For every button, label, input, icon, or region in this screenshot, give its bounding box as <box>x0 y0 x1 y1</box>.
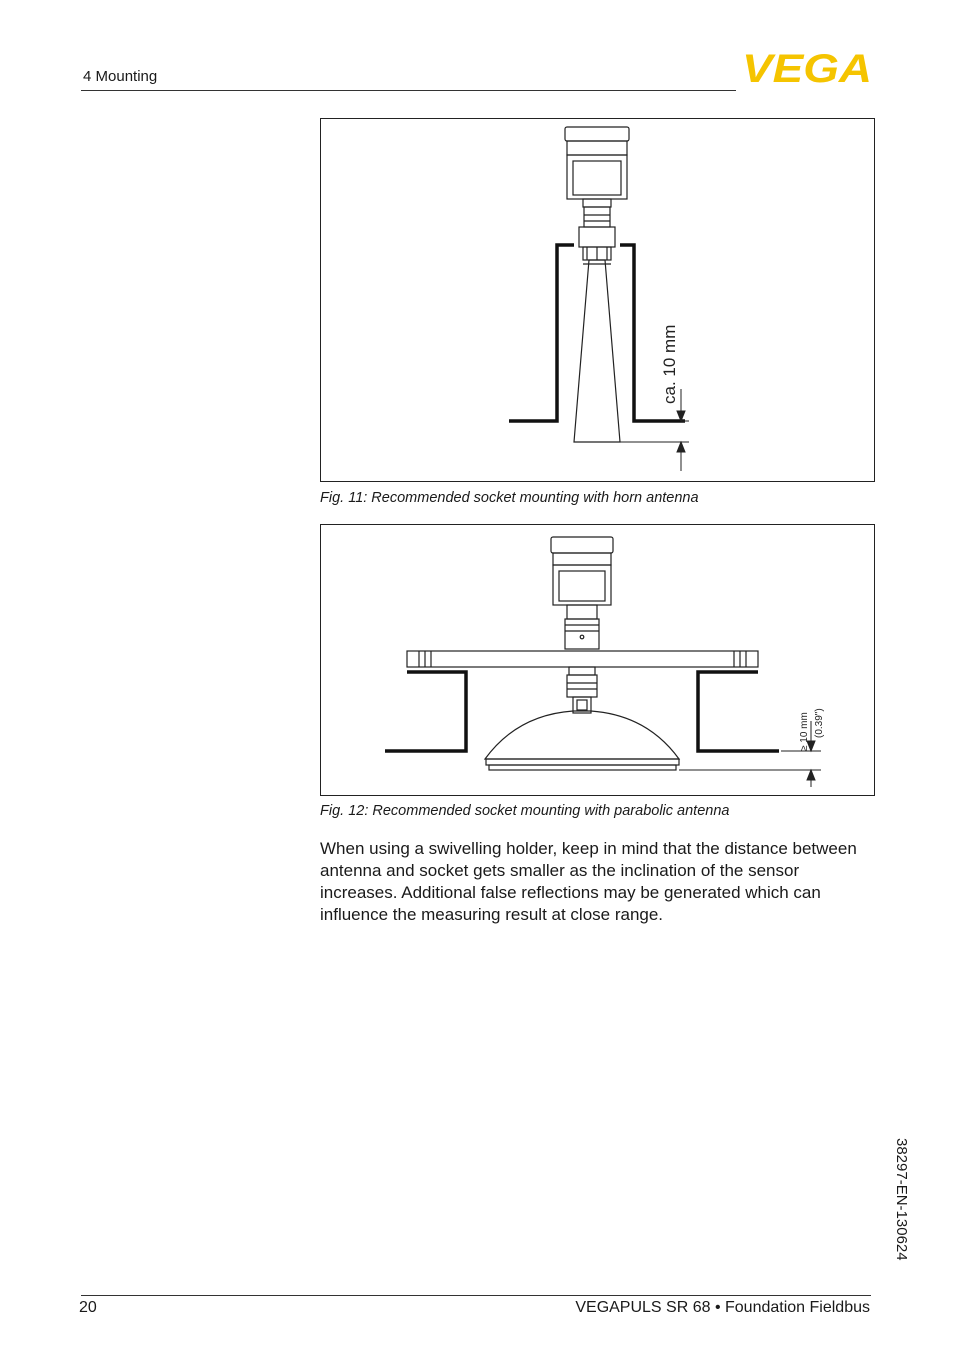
parabolic-dish <box>485 711 679 759</box>
dimension-label-inch: (0.39") <box>814 708 825 738</box>
horn-antenna <box>574 260 620 442</box>
header-rule <box>81 90 736 91</box>
figure-parabolic-antenna <box>320 524 875 796</box>
figure-horn-antenna <box>320 118 875 482</box>
logo-text: VEGA <box>742 50 872 86</box>
document-id: 38297-EN-130624 <box>893 1138 910 1261</box>
housing-window <box>573 161 621 195</box>
housing-window <box>559 571 605 601</box>
dimension-label: ca. 10 mm <box>660 324 679 404</box>
process-fitting <box>579 227 615 247</box>
housing-band <box>553 553 611 565</box>
vega-logo <box>742 50 874 86</box>
page-number: 20 <box>79 1299 97 1316</box>
housing-cap <box>551 537 613 553</box>
footer-rule <box>81 1295 871 1296</box>
dimension-label: ≥ 10 mm <box>799 712 810 751</box>
flange <box>407 651 758 667</box>
figure-caption: Fig. 11: Recommended socket mounting with horn antenna <box>320 490 699 506</box>
housing-body <box>567 155 627 199</box>
socket <box>509 245 685 421</box>
section-label: 4 Mounting <box>83 68 158 85</box>
horn-antenna-drawing <box>321 119 874 481</box>
body-paragraph: When using a swivelling holder, keep in mind that the distance between antenna and socket gets smaller as the inclination of the sensor increases. Additional false reflections may be generated which can influence the measuring result at close range. <box>320 839 857 924</box>
footer-title: VEGAPULS SR 68 • Foundation Fieldbus <box>575 1299 870 1316</box>
parabolic-antenna-drawing <box>321 525 874 795</box>
figure-caption: Fig. 12: Recommended socket mounting with parabolic antenna <box>320 803 730 819</box>
housing-band <box>567 141 627 155</box>
housing-cap <box>565 127 629 141</box>
